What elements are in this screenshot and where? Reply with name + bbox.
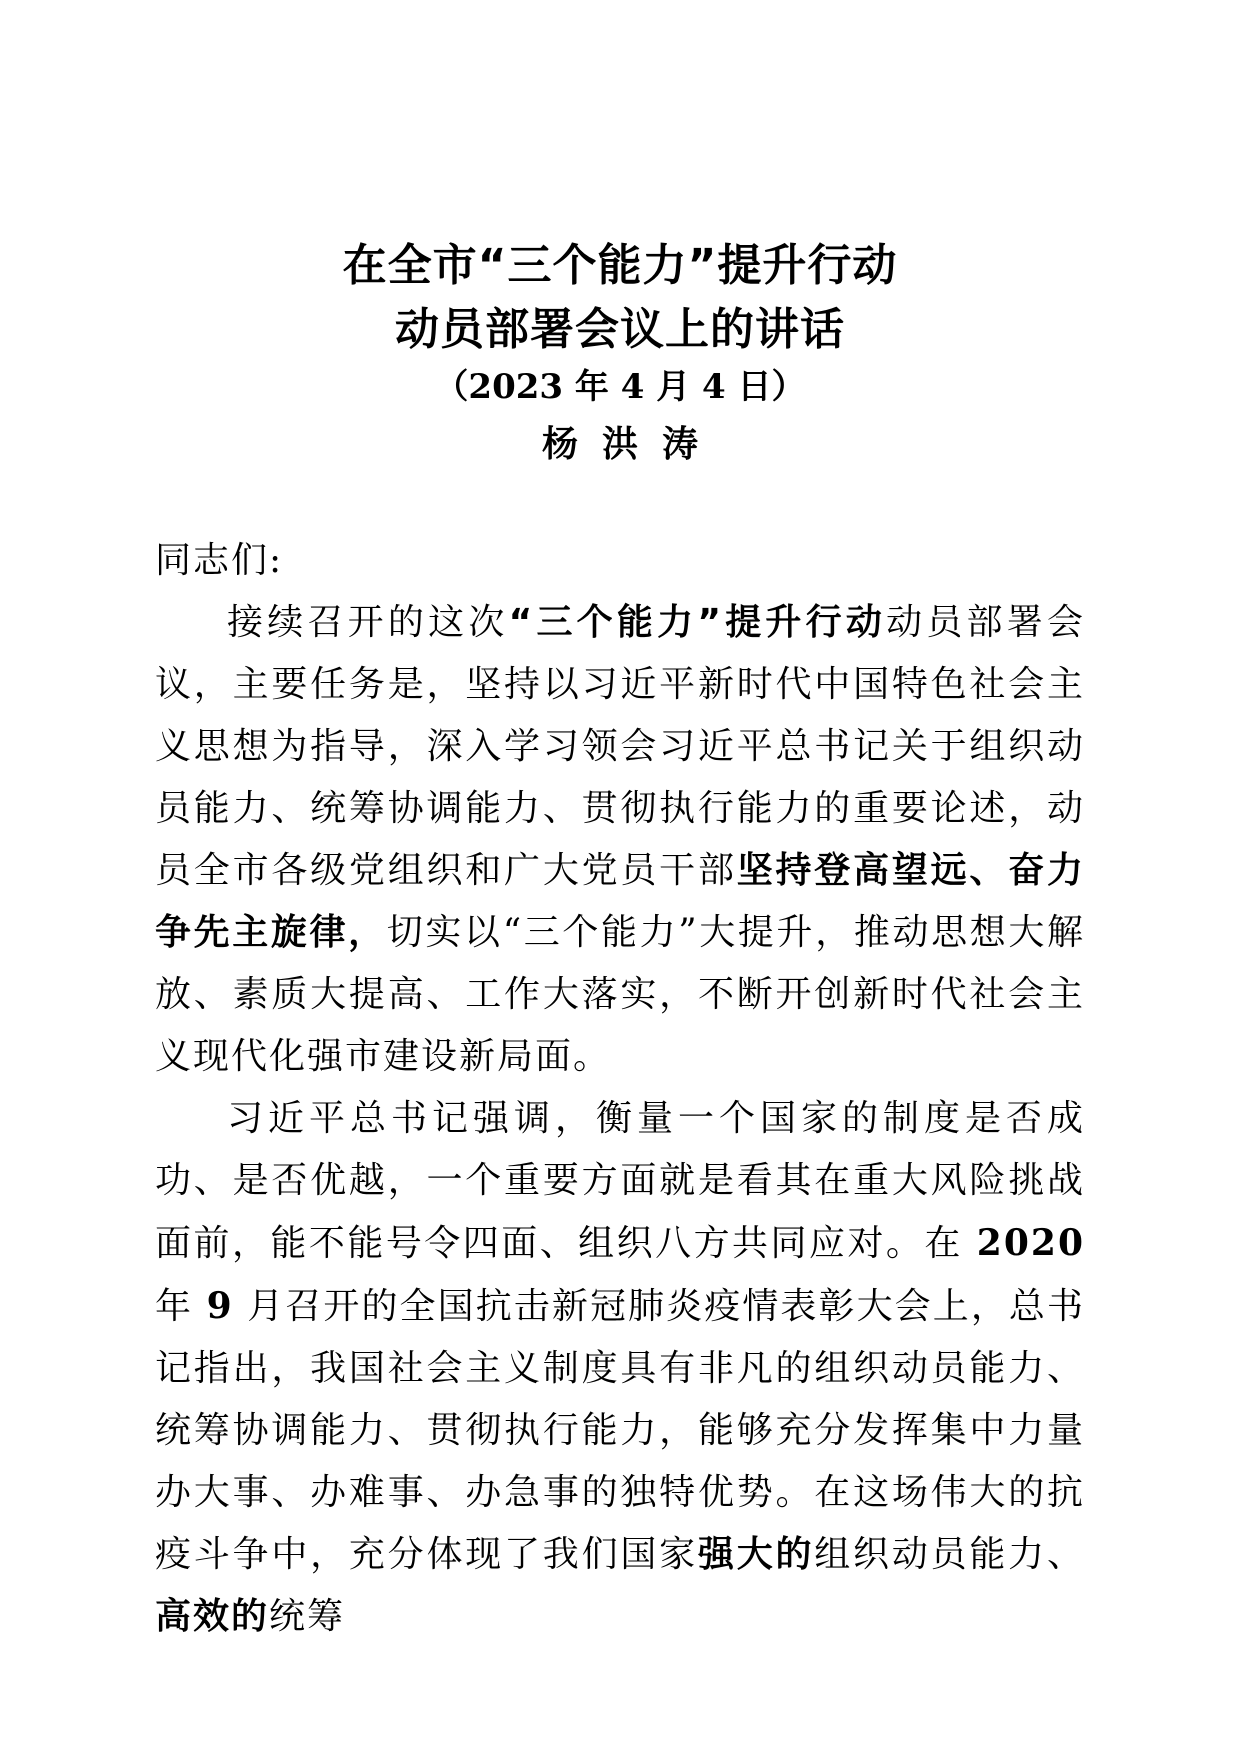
paragraph-2-bold-phrase: 强大的 [697, 1534, 815, 1575]
paragraph-1-bold-phrase: 坚持登高望远、奋力争先主旋律， [155, 850, 1085, 953]
paragraph-1 [155, 592, 1085, 1088]
paragraph-2-text: 习近平总书记强调，衡量一个国家的制度是否成功、是否优越，一个重要方面就是看其在重大风险挑战面前，能不能号令四面、组织八方共同应对。在 [155, 1098, 1085, 1264]
paragraph-2-text: 月召开的全国抗击新冠肺炎疫情表彰大会上，总书记指出，我国社会主义制度具有非凡的组织动员能力、统筹协调能力、贯彻执行能力，能够充分发挥集中力量办大事、办难事、办急事的独特优势。在这场伟大的抗疫斗争中，充分体现了我们国家 [155, 1286, 1085, 1575]
paragraph-2-bold-phrase: 高效的 [155, 1596, 270, 1637]
paragraph-1-bold-phrase: “三个能力”提升行动 [508, 602, 887, 643]
paragraph-1-text: 切实以“三个能力”大提升，推动思想大解放、素质大提高、工作大落实，不断开创新时代社会主义现代化强市建设新局面。 [155, 912, 1085, 1077]
paragraph-1-text: 动员部署会议，主要任务是，坚持以习近平新时代中国特色社会主义思想为指导，深入学习领会习近平总书记关于组织动员能力、统筹协调能力、贯彻执行能力的重要论述，动员全市各级党组织和广大党员干部 [155, 602, 1085, 891]
paragraph-2-text: 组织动员能力、 [814, 1534, 1085, 1575]
salutation: 同志们: [155, 540, 284, 581]
paragraph-1-text: 接续召开的这次 [227, 602, 509, 643]
title-line-2: 动员部署会议上的讲话 [395, 304, 845, 355]
paragraph-2-text: 年 [155, 1286, 207, 1327]
title-line-1: 在全市“三个能力”提升行动 [342, 240, 898, 291]
author-name: 杨洪涛 [541, 423, 722, 465]
paragraph-2 [155, 1088, 1085, 1648]
speech-date: （2023 年 4 月 4 日） [434, 367, 806, 407]
paragraph-2-year: 2020 [976, 1222, 1085, 1264]
paragraph-2-month: 9 [206, 1285, 234, 1327]
paragraph-2-text: 统筹 [269, 1596, 346, 1637]
speech-body [155, 530, 1085, 1648]
